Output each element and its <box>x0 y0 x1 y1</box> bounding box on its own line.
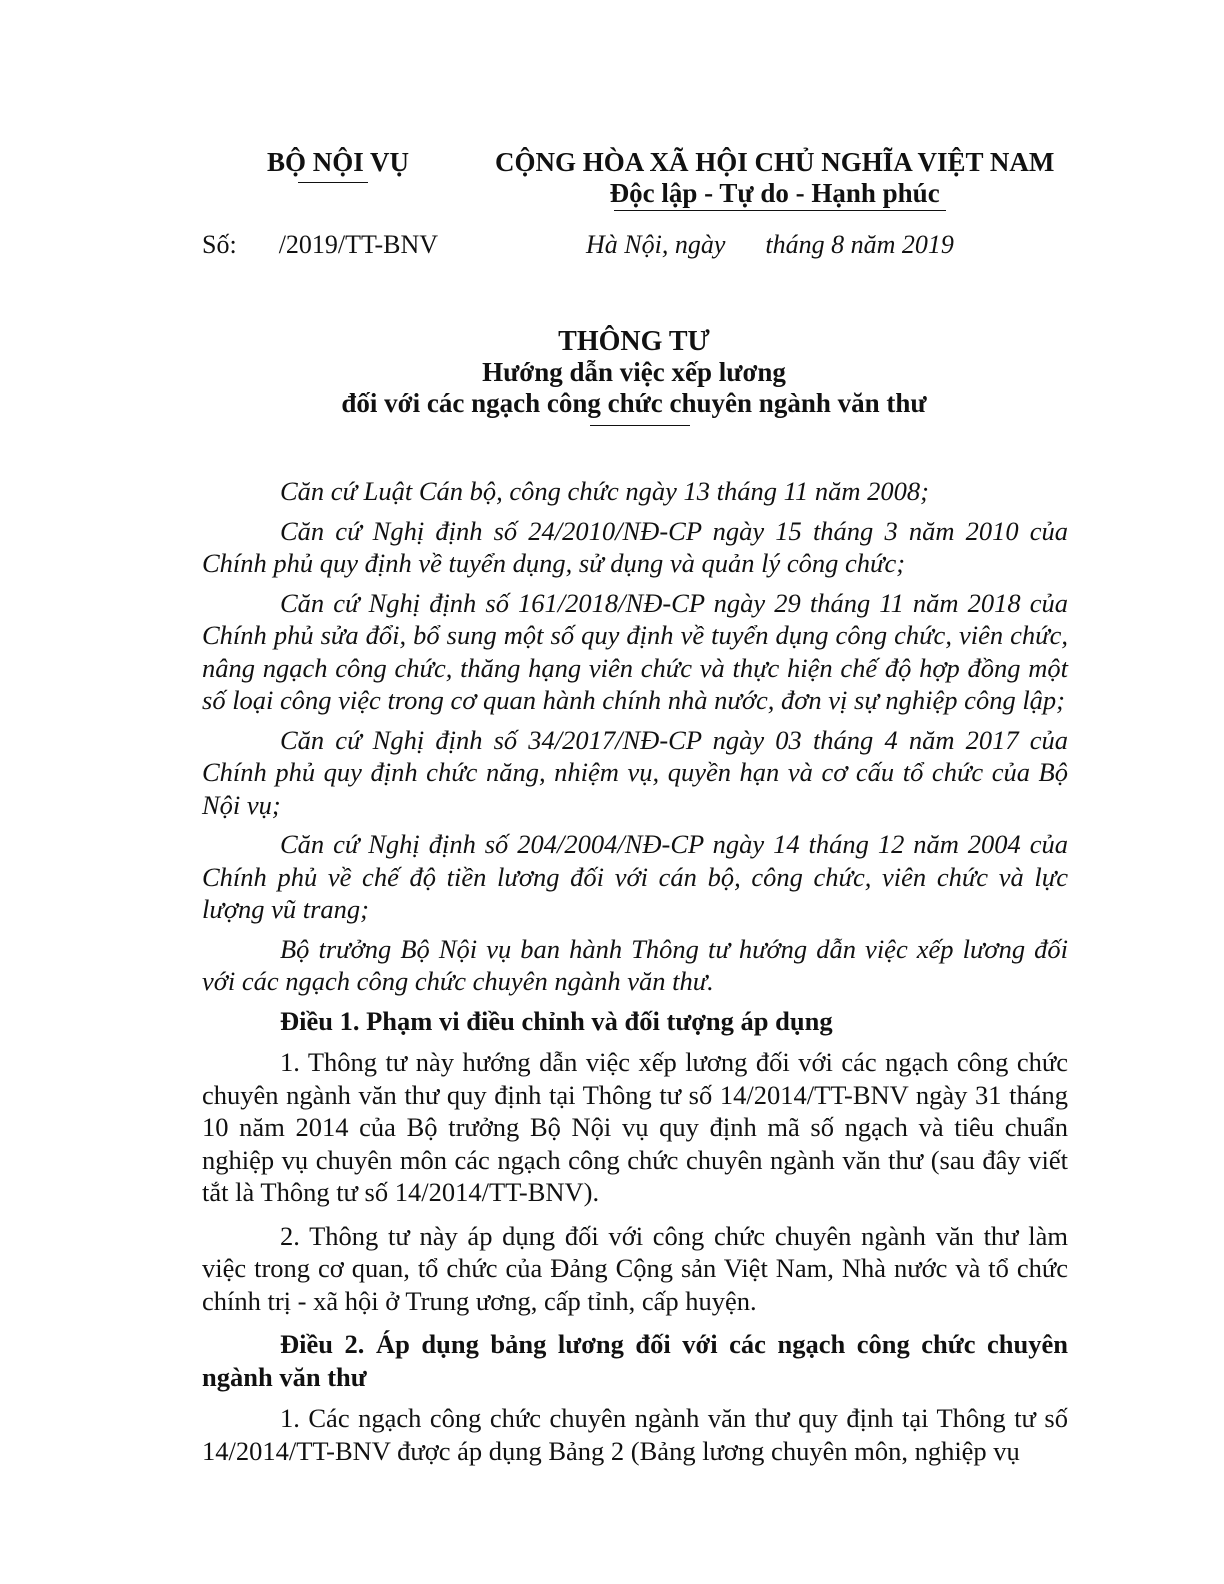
article-1-clause-1: 1. Thông tư này hướng dẫn việc xếp lương đối với các ngạch công chức chuyên ngành văn thư quy định tại Thông tư số 14/2014/TT-BNV ngày 31 tháng 10 năm 2014 của Bộ trưởng Bộ Nội vụ quy định mã số ngạch và tiêu chuẩn nghiệp vụ chuyên môn các ngạch công chức chuyên ngành văn thư (sau đây viết tắt là Thông tư số 14/2014/TT-BNV). <box>202 1047 1068 1207</box>
national-header <box>495 147 1054 209</box>
article-1-heading: Điều 1. Phạm vi điều chỉnh và đối tượng áp dụng <box>280 1005 833 1036</box>
issuing-agency: BỘ NỘI VỤ <box>266 147 410 177</box>
title-line-2: đối với các ngạch công chức chuyên ngành văn thư <box>341 388 927 418</box>
motto-underline <box>614 210 946 211</box>
document-body <box>202 475 1068 1478</box>
document-title <box>200 326 1068 419</box>
place-date-text: Hà Nội, ngày <box>586 230 726 259</box>
preamble-item: Căn cứ Nghị định số 34/2017/NĐ-CP ngày 03 tháng 4 năm 2017 của Chính phủ quy định chức năng, nhiệm vụ, quyền hạn và cơ cấu tổ chức của Bộ Nội vụ; <box>202 724 1068 820</box>
preamble-item: Bộ trưởng Bộ Nội vụ ban hành Thông tư hướng dẫn việc xếp lương đối với các ngạch công chức chuyên ngành văn thư. <box>202 933 1068 996</box>
article-2-clause-1: 1. Các ngạch công chức chuyên ngành văn thư quy định tại Thông tư số 14/2014/TT-BNV được áp dụng Bảng 2 (Bảng lương chuyên môn, nghiệp vụ <box>202 1403 1068 1466</box>
nation-name: CỘNG HÒA XÃ HỘI CHỦ NGHĨA VIỆT NAM <box>495 147 1055 177</box>
document-number <box>202 230 438 260</box>
preamble-item: Căn cứ Nghị định số 161/2018/NĐ-CP ngày 29 tháng 11 năm 2018 của Chính phủ sửa đổi, bổ sung một số quy định về tuyển dụng công chức, viên chức, nâng ngạch công chức, thăng hạng viên chức và thực hiện chế độ hợp đồng một số loại công việc trong cơ quan hành chính nhà nước, đơn vị sự nghiệp công lập; <box>202 587 1068 715</box>
article-1-clause-2: 2. Thông tư này áp dụng đối với công chức chuyên ngành văn thư làm việc trong cơ quan, tổ chức của Đảng Cộng sản Việt Nam, Nhà nước và tổ chức chính trị - xã hội ở Trung ương, cấp tỉnh, cấp huyện. <box>202 1220 1068 1316</box>
number-label: Số: <box>202 230 237 259</box>
preamble-item: Căn cứ Nghị định số 24/2010/NĐ-CP ngày 15 tháng 3 năm 2010 của Chính phủ quy định về tuyển dụng, sử dụng và quản lý công chức; <box>202 515 1068 578</box>
month-year-text: tháng 8 năm 2019 <box>765 230 954 259</box>
title-underline <box>590 425 690 426</box>
agency-underline <box>298 182 368 183</box>
national-motto: Độc lập - Tự do - Hạnh phúc <box>609 178 940 208</box>
number-value: /2019/TT-BNV <box>278 230 439 259</box>
preamble-item: Căn cứ Luật Cán bộ, công chức ngày 13 tháng 11 năm 2008; <box>280 476 929 506</box>
article-2-heading: Điều 2. Áp dụng bảng lương đối với các ngạch công chức chuyên ngành văn thư <box>202 1329 1068 1392</box>
title-line-1: Hướng dẫn việc xếp lương <box>482 357 786 387</box>
preamble-item: Căn cứ Nghị định số 204/2004/NĐ-CP ngày 14 tháng 12 năm 2004 của Chính phủ về chế độ tiền lương đối với cán bộ, công chức, viên chức và lực lượng vũ trang; <box>202 829 1068 924</box>
place-and-date <box>586 230 954 260</box>
document-type: THÔNG TƯ <box>558 326 710 357</box>
